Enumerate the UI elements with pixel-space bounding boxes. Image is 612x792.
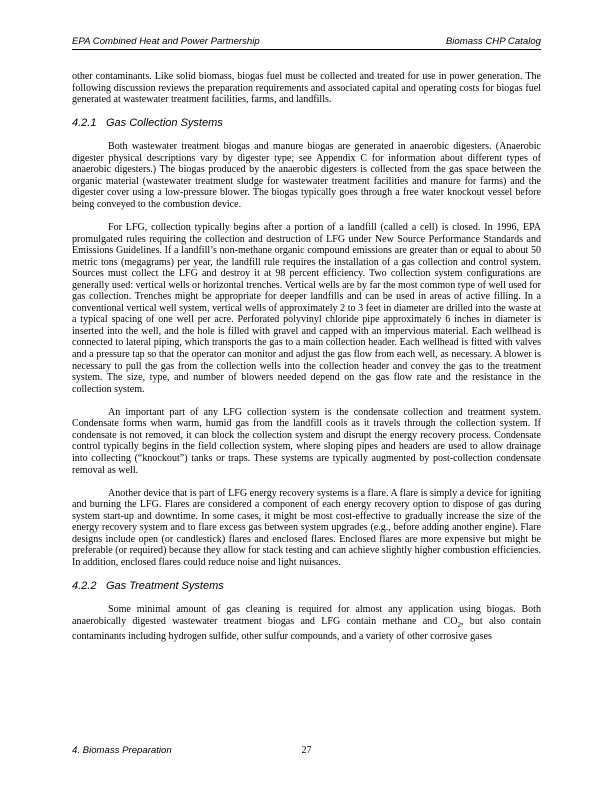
paragraph: Both wastewater treatment biogas and manure biogas are generated in anaerobic digesters. (Anaerobic digester physical descriptions vary by digester type; see Appendix C for information about different types of anaerobic digesters.) The biogas produced by the anaerobic digesters is collected from the gas space between the organic material (wastewater treatment sludge for wastewater treatment facilities and manure for farms) and the digester cover using a low-pressure blower. The biogas typically goes through a free water knockout vessel before being conveyed to the combustion device. <box>72 141 541 210</box>
section-number: 4.2.2 <box>72 579 97 592</box>
section-heading-gas-treatment <box>72 580 541 593</box>
paragraph: Another device that is part of LFG energy recovery systems is a flare. A flare is simply a device for igniting and burning the LFG. Flares are considered a component of each energy recovery option to dispose of gas during system start-up and downtime. In some cases, it might be most cost-effective to gradually increase the size of the energy recovery system and to flare excess gas between system upgrades (e.g., before adding another engine). Flare designs include open (or candlestick) flares and enclosed flares. Enclosed flares are more expensive but might be preferable (or required) because they allow for stack testing and can achieve slightly higher combustion efficiencies. In addition, enclosed flares could reduce noise and light nuisances. <box>72 487 541 568</box>
subscript: 2 <box>457 620 461 629</box>
section-title: Gas Treatment Systems <box>106 579 224 592</box>
section-title: Gas Collection Systems <box>106 117 223 130</box>
paragraph: For LFG, collection typically begins after a portion of a landfill (called a cell) is closed. In 1996, EPA promulgated rules requiring the collection and destruction of LFG under New Source Performance Standards and Emissions Guidelines. If a landfill’s non-methane organic compound emissions are greater than or equal to about 50 metric tons (megagrams) per year, the landfill rule requires the installation of a gas collection and control system. Sources must collect the LFG and destroy it at 98 percent efficiency. Two collection system configurations are generally used: vertical wells or horizontal trenches. Vertical wells are by far the most common type of well used for gas collection. Trenches might be appropriate for deeper landfills and can be used in areas of active filling. In a conventional vertical well system, vertical wells of approximately 2 to 3 feet in diameter are drilled into the waste at a typical spacing of one well per acre. Perforated polyvinyl chloride pipe approximately 6 inches in diameter is inserted into the well, and the hole is filled with gravel and capped with an impervious material. Each wellhead is connected to lateral piping, which transports the gas to a main collection header. Each wellhead is fitted with valves and a pressure tap so that the operator can monitor and adjust the gas flow from each well, as necessary. A blower is necessary to pull the gas from the collection wells into the collection header and convey the gas to the treatment system. The size, type, and number of blowers needed depend on the gas flow rate and the resistance in the collection system. <box>72 222 541 395</box>
text-run: , but also contain contaminants including hydrogen sulfide, other sulfur compounds, and a variety of other corrosive gases <box>72 615 542 643</box>
page-body <box>72 71 541 654</box>
section-number: 4.2.1 <box>72 117 97 130</box>
paragraph: An important part of any LFG collection system is the condensate collection and treatment system. Condensate forms when warm, humid gas from the landfill cools as it travels through the collection system. If condensate is not removed, it can block the collection system and disrupt the energy recovery process. Condensate control typically begins in the field collection system, where sloping pipes and headers are used to allow drainage into collecting (“knockout”) tanks or traps. These systems are typically augmented by post-collection condensate removal as well. <box>72 406 541 476</box>
header-left: EPA Combined Heat and Power Partnership <box>72 36 260 47</box>
paragraph <box>72 604 541 643</box>
page-footer <box>72 745 541 756</box>
section-heading-gas-collection <box>72 117 541 130</box>
text-run: Some minimal amount of gas cleaning is required for almost any application using biogas. Both anaerobically digested wastewater treatment biogas and LFG contain methane and CO <box>72 603 541 627</box>
intro-paragraph: other contaminants. Like solid biomass, biogas fuel must be collected and treated for use in power generation. The following discussion reviews the preparation requirements and associated capital and operating costs for biogas fuel generated at wastewater treatment facilities, farms, and landfills. <box>72 71 541 106</box>
page-number: 27 <box>301 745 312 756</box>
header-right: Biomass CHP Catalog <box>445 36 541 47</box>
footer-chapter: 4. Biomass Preparation <box>72 745 172 756</box>
page-header <box>72 36 541 50</box>
